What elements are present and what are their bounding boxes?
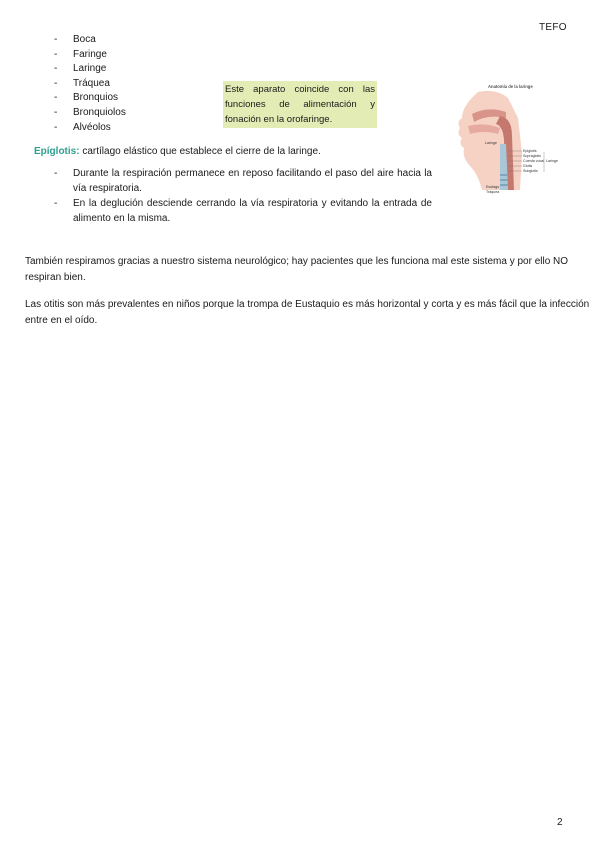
epiglotis-functions-list bbox=[54, 166, 432, 226]
highlight-note: Este aparato coincide con las funciones de alimentación y fonación en la orofaringe. bbox=[223, 81, 377, 128]
label-supraglottis: Supraglotis bbox=[523, 154, 541, 158]
label-larynx: Laringe bbox=[485, 141, 497, 145]
list-item: - Boca bbox=[54, 34, 96, 45]
list-item: - Bronquiolos bbox=[54, 106, 126, 118]
list-item: - Faringe bbox=[54, 48, 107, 60]
respiratory-organs-list bbox=[54, 33, 126, 135]
epiglotis-text: cartílago elástico que establece el cierre de la laringe. bbox=[79, 146, 321, 157]
label-epiglottis: Epiglotis bbox=[523, 149, 537, 153]
page-number: 2 bbox=[557, 817, 563, 828]
label-trachea: Tráquea bbox=[486, 190, 500, 194]
label-esophagus: Esófago bbox=[486, 185, 500, 189]
epiglotis-term: Epíglotis: bbox=[34, 146, 80, 157]
label-vocal-cord: Cuerda vocal bbox=[523, 159, 545, 163]
header-code: TEFO bbox=[539, 22, 567, 33]
list-item: - Bronquios bbox=[54, 92, 119, 104]
list-item: - En la deglución desciende cerrando la vía respiratoria y evitando la entrada de alimento en la misma. bbox=[54, 198, 432, 224]
paragraph-neurological: También respiramos gracias a nuestro sistema neurológico; hay pacientes que les funciona mal este sistema y por ello NO respiran bien. bbox=[25, 256, 569, 283]
label-laringe-side: Laringe bbox=[546, 159, 558, 163]
label-subglottis: Subglotis bbox=[523, 169, 538, 173]
list-item: - Laringe bbox=[54, 63, 107, 75]
list-item: - Durante la respiración permanece en reposo facilitando el paso del aire hacia la vía respiratoria. bbox=[54, 168, 432, 194]
epiglotis-definition bbox=[34, 146, 321, 157]
list-item: - Alvéolos bbox=[54, 121, 111, 133]
larynx-anatomy-figure bbox=[448, 78, 588, 206]
paragraph-otitis: Las otitis son más prevalentes en niños porque la trompa de Eustaquio es más horizontal y corta y es más fácil que la infección entre en el oído. bbox=[25, 299, 590, 326]
list-item: - Tráquea bbox=[54, 77, 110, 89]
figure-title: Anatomía de la laringe bbox=[488, 84, 533, 89]
label-glottis: Glotis bbox=[523, 164, 533, 168]
